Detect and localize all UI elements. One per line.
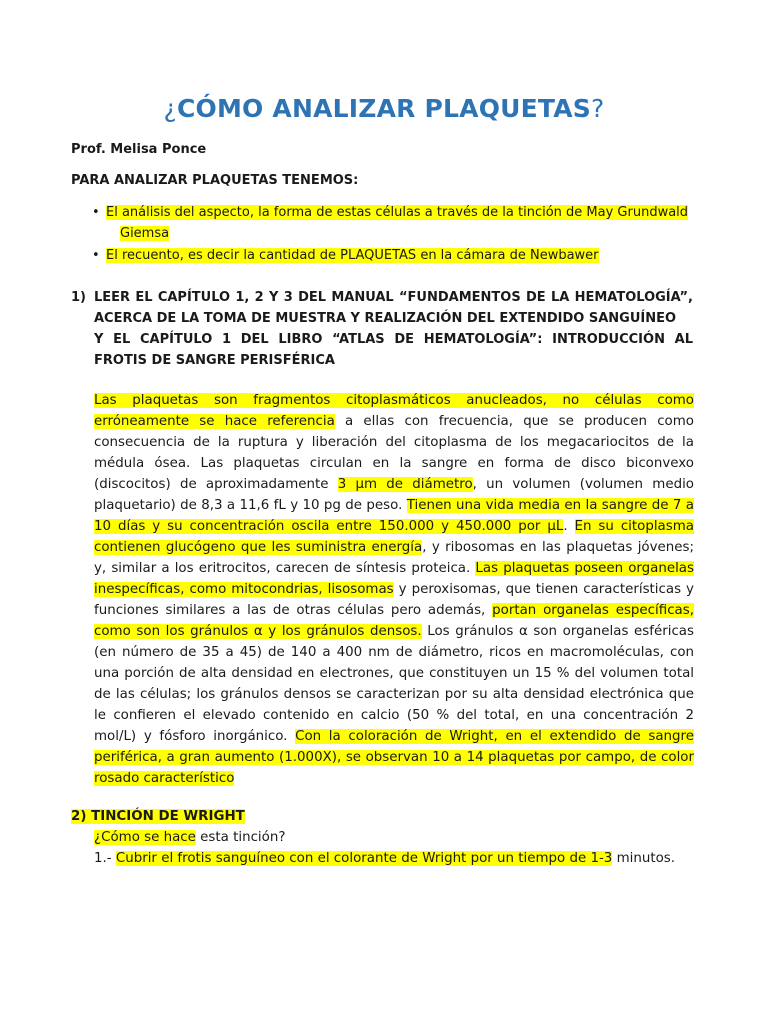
bullet-text: El análisis del aspecto, la forma de estas células a través de la tinción de May Grundwald bbox=[106, 205, 689, 220]
highlight-text: 3 µm de diámetro bbox=[337, 477, 473, 492]
bullet-icon: • bbox=[92, 205, 100, 220]
section-2 bbox=[71, 806, 693, 869]
section-1 bbox=[71, 287, 693, 371]
question-text: esta tinción? bbox=[195, 830, 286, 845]
highlight-text: Con la coloración de Wright, en el extendido de sangre periférica, a gran aumento (1.000X), se observan 10 a 14 plaquetas por campo, de color rosado característico bbox=[94, 729, 694, 786]
highlight-text: portan organelas específicas, como son los gránulos α y los gránulos densos. bbox=[94, 603, 694, 639]
title-suffix: ? bbox=[591, 94, 605, 123]
bullet-icon: • bbox=[92, 248, 100, 263]
paragraph-text: Los gránulos α son organelas esféricas (en número de 35 a 45) de 140 a 400 nm de diámetro, ricos en macromoléculas, con una porción de alta densidad en electrones, que constituyen un 15 % del volumen total de las células; los gránulos densos se caracterizan por su alta densidad electrónica que le confieren el elevado contenido en calcio (50 % del total, en una concentración 2 mol/L) y fósforo inorgánico. bbox=[94, 624, 694, 744]
body-paragraph bbox=[94, 390, 694, 789]
highlight-text: En su citoplasma contienen glucógeno que les suministra energía bbox=[94, 519, 694, 555]
section-2-heading: 2) TINCIÓN DE WRIGHT bbox=[71, 809, 245, 824]
author-line: Prof. Melisa Ponce bbox=[71, 142, 207, 157]
list-item bbox=[92, 202, 692, 244]
paragraph-text: a ellas con frecuencia, que se producen como consecuencia de la ruptura y liberación del citoplasma de los megacariocitos de la médula ósea. Las plaquetas circulan en la sangre en forma de disco biconvexo (discocitos) de aproximadamente bbox=[94, 414, 694, 492]
bullet-list bbox=[92, 202, 692, 267]
step-prefix: 1.- bbox=[94, 851, 116, 866]
section-1-heading: LEER EL CAPÍTULO 1, 2 Y 3 DEL MANUAL “FUNDAMENTOS DE LA HEMATOLOGÍA”, ACERCA DE LA TOMA DE MUESTRA Y REALIZACIÓN DEL EXTENDIDO SANGUÍNEO bbox=[94, 290, 693, 326]
title-main: CÓMO ANALIZAR PLAQUETAS bbox=[176, 94, 591, 123]
intro-heading: PARA ANALIZAR PLAQUETAS TENEMOS: bbox=[71, 173, 359, 188]
section-1-heading-2: Y EL CAPÍTULO 1 DEL LIBRO “ATLAS DE HEMATOLOGÍA”: INTRODUCCIÓN AL FROTIS DE SANGRE PERISFÉRICA bbox=[94, 332, 693, 368]
title-prefix: ¿ bbox=[163, 94, 177, 123]
paragraph-text: , un volumen (volumen medio plaquetario) de 8,3 a 11,6 fL y 10 pg de peso. bbox=[94, 477, 694, 513]
section-number: 1) bbox=[71, 290, 86, 305]
page-title bbox=[0, 94, 768, 123]
highlight-text: Las plaquetas poseen organelas inespecíficas, como mitocondrias, lisosomas bbox=[94, 561, 694, 597]
paragraph-text: y peroxisomas, que tienen características y funciones similares a las de otras células pero además, bbox=[94, 582, 694, 618]
bullet-text-continued: Giemsa bbox=[120, 226, 170, 241]
step-text: minutos. bbox=[612, 851, 675, 866]
highlight-text: Las plaquetas son fragmentos citoplasmáticos anucleados, no células como erróneamente se hace referencia bbox=[94, 393, 694, 429]
list-item bbox=[92, 245, 692, 266]
step-highlight: Cubrir el frotis sanguíneo con el colorante de Wright por un tiempo de 1-3 bbox=[115, 851, 613, 866]
question-highlight: ¿Cómo se hace bbox=[94, 830, 196, 845]
highlight-text: Tienen una vida media en la sangre de 7 a 10 días y su concentración oscila entre 150.000 y 450.000 por µL bbox=[94, 498, 695, 534]
paragraph-text: . bbox=[563, 519, 575, 534]
paragraph-text: , y ribosomas en las plaquetas jóvenes; y, similar a los eritrocitos, carecen de síntesis proteica. bbox=[94, 540, 694, 576]
bullet-text: El recuento, es decir la cantidad de PLAQUETAS en la cámara de Newbawer bbox=[106, 248, 599, 263]
